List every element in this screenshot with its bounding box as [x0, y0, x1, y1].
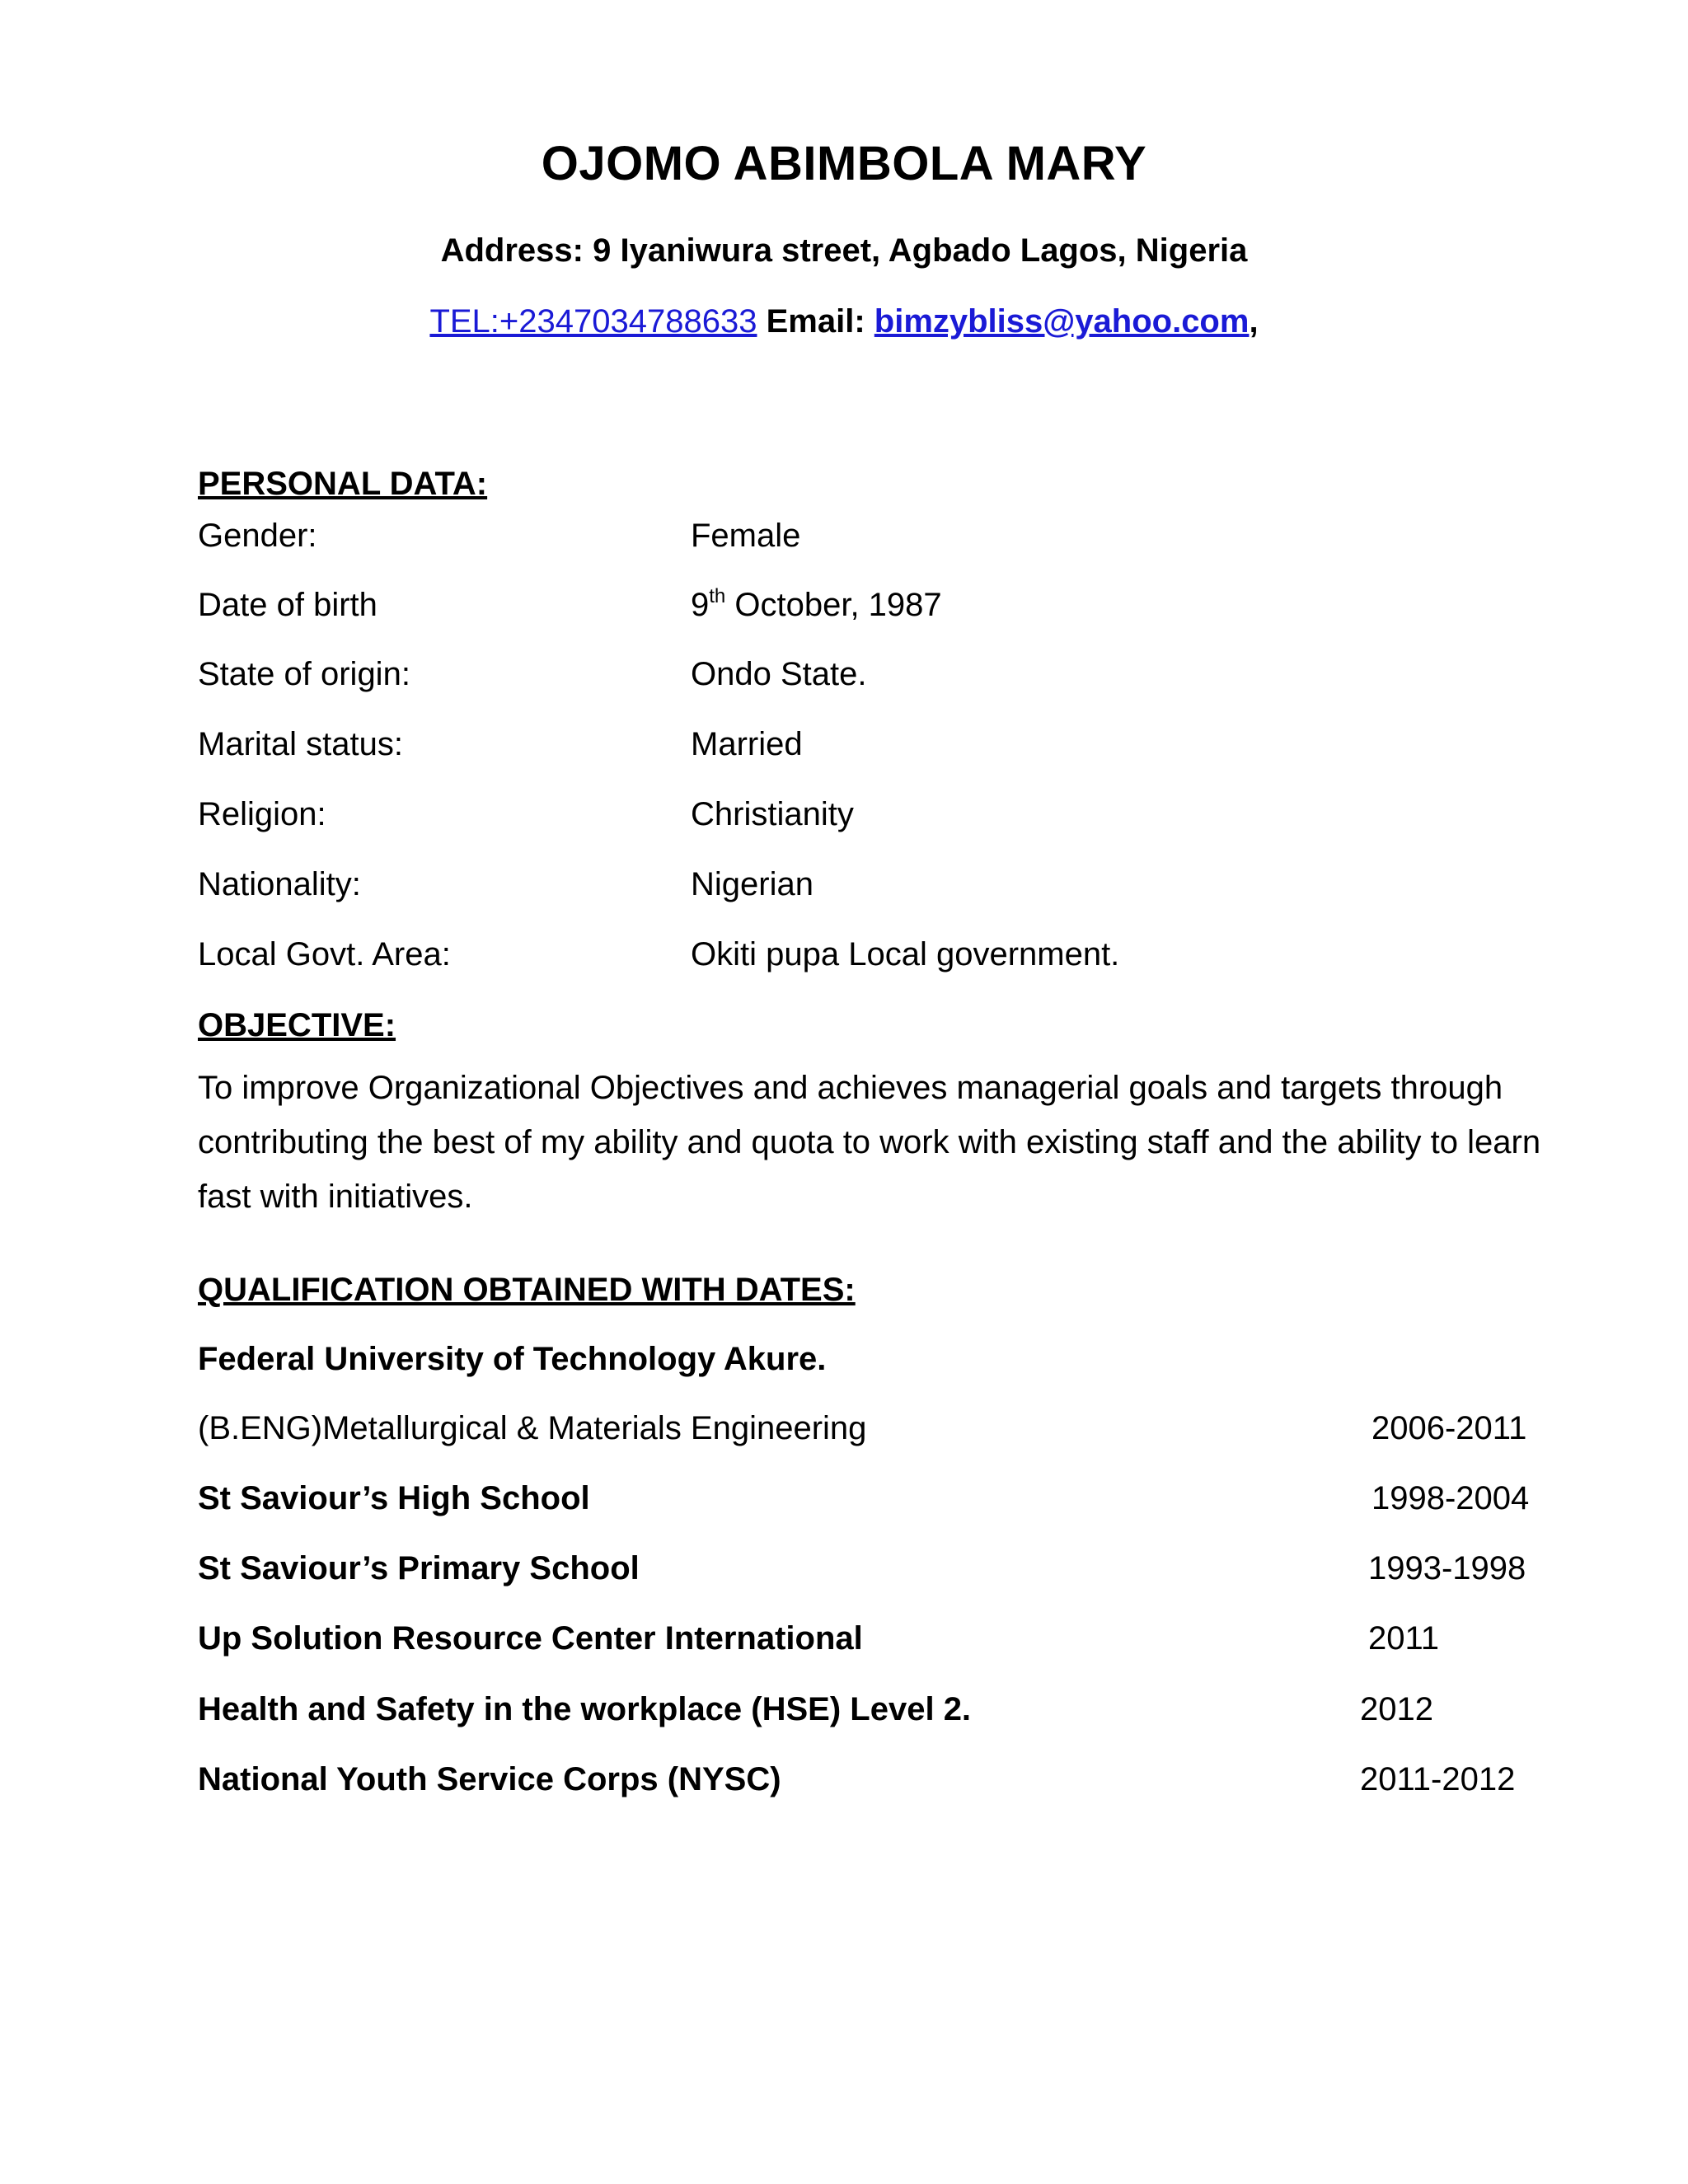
candidate-name: OJOMO ABIMBOLA MARY — [541, 137, 1147, 190]
dob-day: 9 — [691, 587, 710, 623]
qualification-title: Up Solution Resource Center International — [198, 1620, 863, 1657]
row-value: Female — [691, 518, 801, 554]
phone-link[interactable]: TEL:+2347034788633 — [429, 303, 757, 340]
personal-row-nationality — [198, 866, 1582, 907]
contact-line — [0, 303, 1688, 340]
qualification-title: St Saviour’s Primary School — [198, 1550, 640, 1586]
qualification-date: 2011 — [1368, 1620, 1440, 1657]
personal-row-marital — [198, 726, 1582, 767]
row-value: Nigerian — [691, 866, 814, 902]
row-key: Gender: — [198, 518, 317, 554]
qualification-heading: QUALIFICATION OBTAINED WITH DATES: — [198, 1272, 856, 1308]
personal-row-religion — [198, 796, 1582, 837]
row-key: Date of birth — [198, 587, 377, 623]
dob-rest: October, 1987 — [725, 587, 942, 623]
qualification-date: 2011-2012 — [1360, 1761, 1516, 1797]
row-value: Okiti pupa Local government. — [691, 936, 1120, 972]
row-value — [691, 587, 942, 624]
row-value: Married — [691, 726, 803, 762]
row-value: Christianity — [691, 796, 854, 832]
email-label: Email: — [766, 303, 865, 340]
personal-row-lga — [198, 936, 1582, 977]
qualification-item — [198, 1480, 1615, 1521]
qualification-date: 1993-1998 — [1368, 1550, 1526, 1586]
qualification-item — [198, 1410, 1615, 1451]
personal-row-gender — [198, 518, 1582, 559]
row-key: Nationality: — [198, 866, 361, 902]
row-value: Ondo State. — [691, 656, 867, 692]
qualification-title: Health and Safety in the workplace (HSE) Level 2. — [198, 1691, 972, 1727]
address-line: Address: 9 Iyaniwura street, Agbado Lagos, Nigeria — [440, 232, 1248, 269]
contact-comma: , — [1249, 303, 1259, 340]
row-key: Local Govt. Area: — [198, 936, 451, 972]
row-key: Marital status: — [198, 726, 403, 762]
qualification-item — [198, 1550, 1615, 1591]
qualification-title: (B.ENG)Metallurgical & Materials Engineering — [198, 1410, 867, 1446]
qualification-title: National Youth Service Corps (NYSC) — [198, 1761, 781, 1797]
qualification-date: 1998-2004 — [1372, 1480, 1530, 1516]
dob-suffix: th — [709, 585, 726, 607]
personal-data-heading: PERSONAL DATA: — [198, 466, 488, 502]
row-key: Religion: — [198, 796, 326, 832]
personal-row-state — [198, 656, 1582, 697]
qualification-item — [198, 1341, 1615, 1382]
objective-heading: OBJECTIVE: — [198, 1007, 396, 1043]
qualification-date: 2012 — [1360, 1691, 1433, 1727]
row-key: State of origin: — [198, 656, 410, 692]
qualification-title: St Saviour’s High School — [198, 1480, 590, 1516]
qualification-item — [198, 1761, 1615, 1802]
qualification-item — [198, 1620, 1615, 1661]
qualification-item — [198, 1691, 1615, 1732]
email-link[interactable]: bimzybliss@yahoo.com — [874, 303, 1250, 340]
objective-text: To improve Organizational Objectives and achieves managerial goals and targets through contributing the best of my ability and quota to work with existing staff and the ability to learn fast with initiatives. — [198, 1070, 1541, 1215]
personal-row-dob — [198, 587, 1582, 628]
qualification-title: Federal University of Technology Akure. — [198, 1341, 827, 1377]
qualification-date: 2006-2011 — [1372, 1410, 1527, 1446]
